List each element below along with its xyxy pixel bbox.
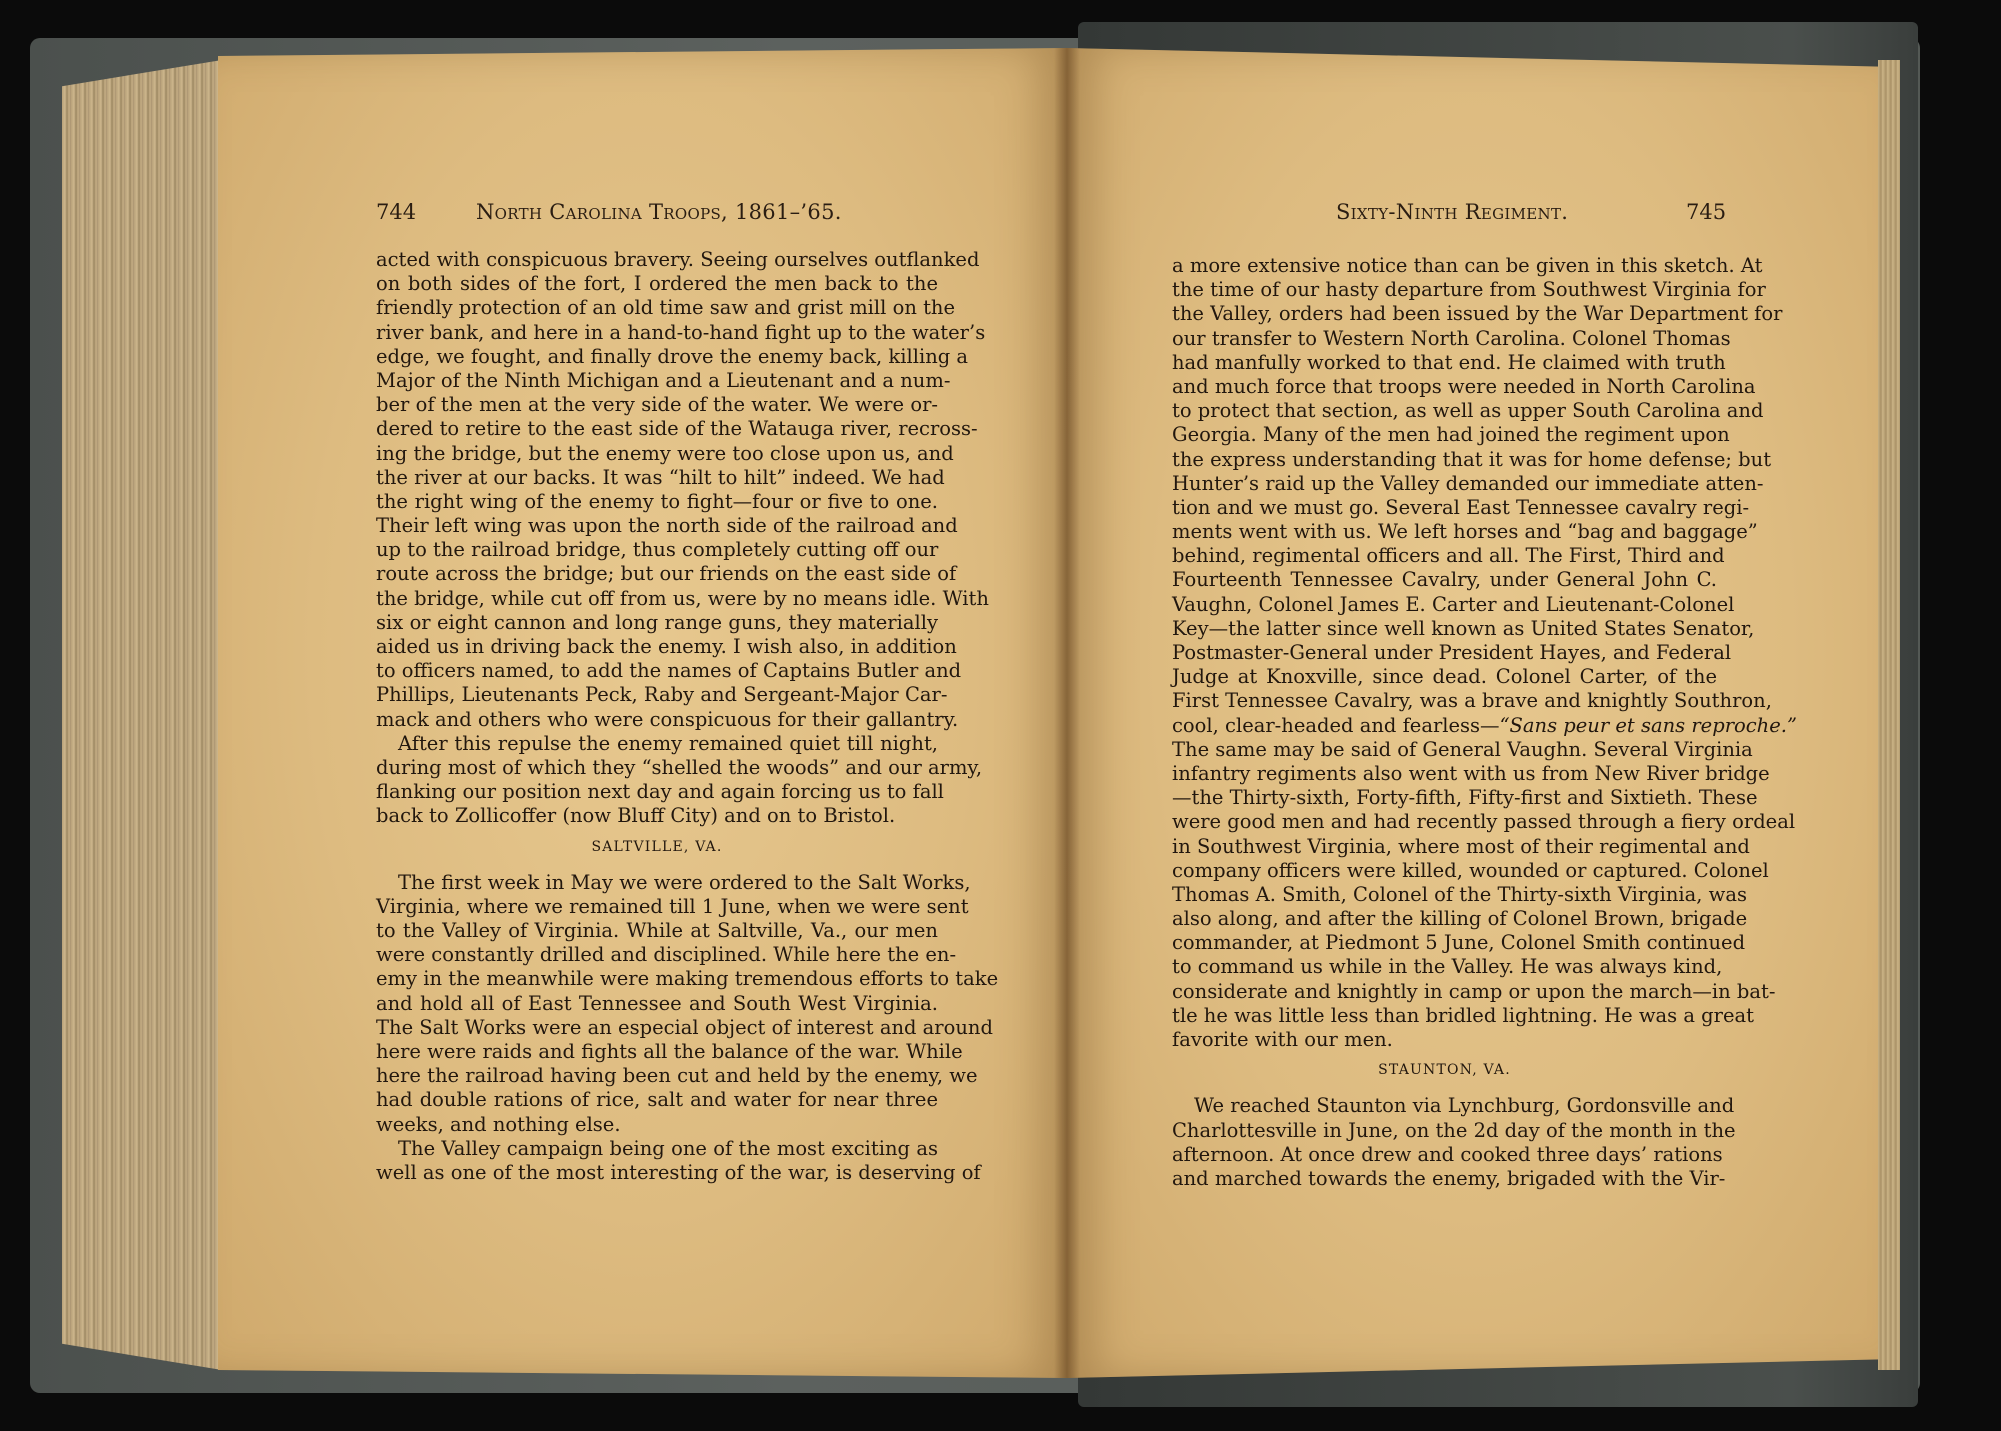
text-line: were constantly drilled and disciplined. While here the en- xyxy=(376,943,957,967)
text-line: had manfully worked to that end. He claimed with truth xyxy=(1172,350,1726,374)
text-line: commander, at Piedmont 5 June, Colonel Smith continued xyxy=(1172,931,1746,955)
text-line: the bridge, while cut off from us, were by no means idle. With xyxy=(376,586,989,610)
text-line: Hunter’s raid up the Valley demanded our immediate atten- xyxy=(1172,471,1764,495)
left-page-number: 744 xyxy=(376,200,417,224)
text-line: here were raids and fights all the balance of the war. While xyxy=(376,1040,963,1063)
text-line: our transfer to Western North Carolina. Colonel Thomas xyxy=(1172,326,1731,350)
text-line: The same may be said of General Vaughn. Several Virginia xyxy=(1172,737,1753,761)
text-line: and much force that troops were needed in North Carolina xyxy=(1172,374,1756,398)
text-line: Thomas A. Smith, Colonel of the Thirty-sixth Virginia, was xyxy=(1172,882,1748,906)
text-line: to officers named, to add the names of Captains Butler and xyxy=(376,659,962,683)
right-running-head: Sixty-Ninth Regiment. xyxy=(1336,200,1569,224)
text-line: Phillips, Lieutenants Peck, Raby and Sergeant-Major Car- xyxy=(376,683,948,707)
text-line: The Salt Works were an especial object of interest and around xyxy=(376,1015,993,1039)
text-line: dered to retire to the east side of the Watauga river, recross- xyxy=(376,417,978,441)
text-line: and hold all of East Tennessee and South West Virginia. xyxy=(376,991,938,1015)
text-line: in Southwest Virginia, where most of their regimental and xyxy=(1172,834,1750,858)
text-line: back to Zollicoffer (now Bluff City) and on to Bristol. xyxy=(376,804,896,828)
text-line: a more extensive notice than can be given in this sketch. At xyxy=(1172,254,1763,277)
text-line: tle he was little less than bridled lightning. He was a great xyxy=(1172,1003,1754,1027)
text-line: here the railroad having been cut and held by the enemy, we xyxy=(376,1064,978,1088)
page-block-edge xyxy=(62,60,222,1370)
text-line: were good men and had recently passed through a fiery ordeal xyxy=(1172,810,1796,834)
left-paragraph-1 xyxy=(376,248,989,732)
text-line: mack and others who were conspicuous for their gallantry. xyxy=(376,707,959,731)
text-line: six or eight cannon and long range guns, they materially xyxy=(376,610,938,634)
text-line: well as one of the most interesting of the war, is deserving of xyxy=(376,1160,981,1184)
text-line: After this repulse the enemy remained quiet till night, xyxy=(398,731,938,755)
right-page-block-edge xyxy=(1878,60,1900,1370)
text-line: the river at our backs. It was “hilt to hilt” indeed. We had xyxy=(376,465,945,489)
text-line: acted with conspicuous bravery. Seeing ourselves outflanked xyxy=(376,248,980,271)
text-line: and marched towards the enemy, brigaded with the Vir- xyxy=(1172,1166,1726,1190)
text-line: the Valley, orders had been issued by the War Department for xyxy=(1172,302,1783,326)
text-line: Key—the latter since well known as United States Senator, xyxy=(1172,616,1755,640)
text-line: First Tennessee Cavalry, was a brave and knightly Southron, xyxy=(1172,689,1772,713)
right-paragraph-2 xyxy=(1172,1094,1736,1191)
text-line: Fourteenth Tennessee Cavalry, under General John C. xyxy=(1172,568,1717,592)
text-line: afternoon. At once drew and cooked three days’ rations xyxy=(1172,1142,1723,1166)
text-line: the time of our hasty departure from Southwest Virginia for xyxy=(1172,278,1766,302)
left-paragraph-2 xyxy=(376,731,983,829)
text-line: behind, regimental officers and all. The First, Third and xyxy=(1172,544,1725,568)
text-line: edge, we fought, and finally drove the enemy back, killing a xyxy=(376,344,969,368)
right-text-column xyxy=(1172,254,1797,1191)
text-fragment: cool, clear-headed and fearless— xyxy=(1172,713,1500,737)
text-line: aided us in driving back the enemy. I wish also, in addition xyxy=(376,635,957,658)
section-heading-staunton: STAUNTON, VA. xyxy=(1378,1062,1511,1079)
text-line: The Valley campaign being one of the most exciting as xyxy=(398,1136,938,1160)
right-page-number: 745 xyxy=(1686,200,1727,224)
text-line: Judge at Knoxville, since dead. Colonel Carter, of the xyxy=(1172,665,1717,689)
text-line: also along, and after the killing of Colonel Brown, brigade xyxy=(1172,907,1748,931)
text-line: on both sides of the fort, I ordered the men back to the xyxy=(376,272,938,296)
text-line-with-italic xyxy=(1172,713,1797,738)
text-line: to command us while in the Valley. He was always kind, xyxy=(1172,955,1723,979)
text-line: considerate and knightly in camp or upon the march—in bat- xyxy=(1172,979,1776,1003)
text-line: Virginia, where we remained till 1 June, when we were sent xyxy=(376,894,969,918)
text-line: Major of the Ninth Michigan and a Lieutenant and a num- xyxy=(376,368,951,392)
text-line: during most of which they “shelled the woods” and our army, xyxy=(376,755,983,779)
text-line: We reached Staunton via Lynchburg, Gordonsville and xyxy=(1194,1094,1735,1118)
text-line: ing the bridge, but the enemy were too close upon us, and xyxy=(376,441,954,465)
text-line: —the Thirty-sixth, Forty-fifth, Fifty-first and Sixtieth. These xyxy=(1172,786,1758,810)
book-gutter xyxy=(1054,48,1080,1378)
text-line: emy in the meanwhile were making tremendous efforts to take xyxy=(376,967,999,991)
text-line: to the Valley of Virginia. While at Saltville, Va., our men xyxy=(376,919,938,943)
text-line: flanking our position next day and again forcing us to fall xyxy=(376,780,944,804)
text-line: infantry regiments also went with us from New River bridge xyxy=(1172,761,1770,785)
text-line: weeks, and nothing else. xyxy=(376,1112,621,1136)
text-line: river bank, and here in a hand-to-hand fight up to the water’s xyxy=(376,320,986,344)
right-paragraph-1 xyxy=(1172,254,1797,1052)
text-line: Vaughn, Colonel James E. Carter and Lieutenant-Colonel xyxy=(1172,592,1735,616)
text-line: ments went with us. We left horses and “bag and baggage” xyxy=(1172,520,1758,544)
text-line: the right wing of the enemy to fight—four or five to one. xyxy=(376,489,938,513)
left-paragraph-4 xyxy=(376,1136,981,1185)
text-line: Charlottesville in June, on the 2d day of the month in the xyxy=(1172,1118,1736,1142)
text-line: tion and we must go. Several East Tennessee cavalry regi- xyxy=(1172,495,1750,519)
left-running-head: North Carolina Troops, 1861–’65. xyxy=(476,200,842,224)
text-line: the express understanding that it was for home defense; but xyxy=(1172,447,1772,471)
text-line: favorite with our men. xyxy=(1172,1028,1393,1051)
text-line: to protect that section, as well as upper South Carolina and xyxy=(1172,399,1764,423)
text-line: Georgia. Many of the men had joined the regiment upon xyxy=(1172,423,1730,447)
text-line: Postmaster-General under President Hayes, and Federal xyxy=(1172,641,1732,664)
left-text-column xyxy=(376,248,999,1185)
text-line: friendly protection of an old time saw and grist mill on the xyxy=(376,296,956,320)
section-heading-saltville: SALTVILLE, VA. xyxy=(591,838,723,855)
text-line: had double rations of rice, salt and water for near three xyxy=(376,1088,938,1112)
text-line: Their left wing was upon the north side of the railroad and xyxy=(376,514,958,538)
text-line: route across the bridge; but our friends on the east side of xyxy=(376,562,957,586)
text-line: company officers were killed, wounded or captured. Colonel xyxy=(1172,858,1769,882)
text-line: ber of the men at the very side of the water. We were or- xyxy=(376,393,938,417)
left-paragraph-3 xyxy=(376,870,999,1137)
text-line: up to the railroad bridge, thus completely cutting off our xyxy=(376,538,939,562)
text-line: The first week in May we were ordered to the Salt Works, xyxy=(398,870,971,894)
italic-quote: “Sans peur et sans reproche.” xyxy=(1499,713,1797,737)
